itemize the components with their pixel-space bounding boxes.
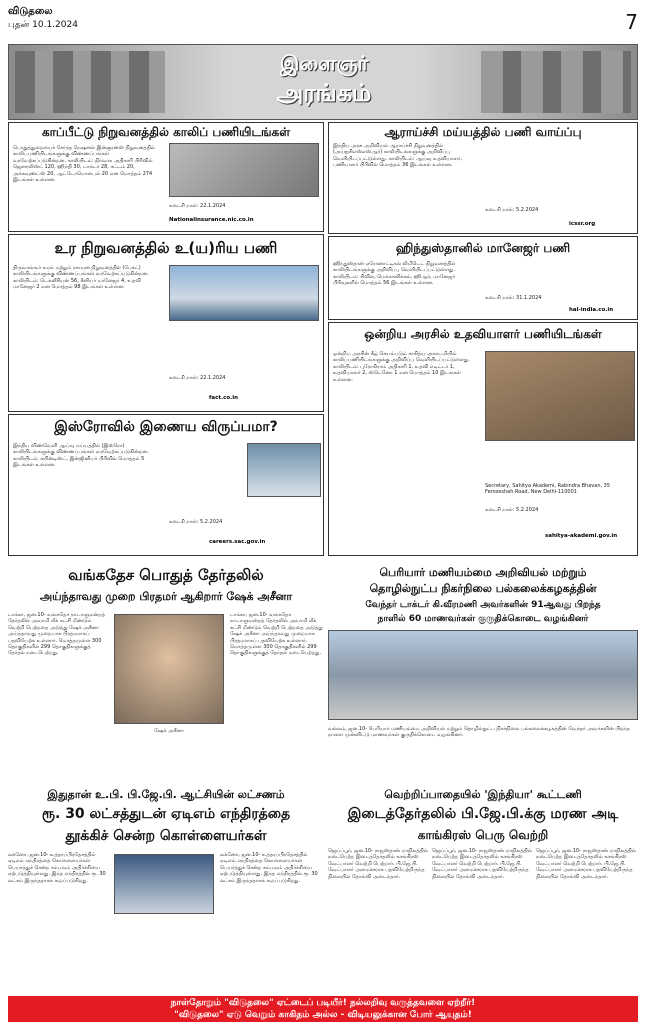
article-research — [328, 122, 638, 234]
website-link[interactable]: Nationalinsurance.nic.co.in — [169, 217, 254, 223]
body-text: வல்லம், ஜன.10- பெரியார் மணியம்மை அறிவியல் மற்றும் தொழில்நுட்ப நிகர்நிலை பல்கலைக்கழகத்தின் வேந்தர் அவர்களின் பிறந்த நாளை முன்னிட்டு மாணவர்கள் குருதிக்கொடை வழங்கினர். — [328, 726, 630, 739]
last-date: கடைசி நாள்: 22.1.2024 — [169, 375, 226, 381]
page-number: 7 — [625, 10, 638, 34]
laptop-photo — [169, 143, 319, 197]
article-bangladesh — [8, 566, 324, 784]
hasina-photo — [114, 614, 224, 724]
photo-caption: ஷேக் அசீனா — [154, 728, 184, 734]
body-continued-2: ஜெய்ப்பூர், ஜன.10- ராஜஸ்தான் மாநிலத்தில் நடைபெற்ற இடைத்தேர்தலில் காங்கிரஸ் வேட்பாளர் வெற்றி பெற்றார். பி.ஜே.பி. வேட்பாளர் அமைச்சராக பதவியேற்றிருந்த நிலையில் தோல்வி அடைந்தார். — [432, 848, 532, 880]
body-text: இந்திய விண்வெளி ஆய்வு மய்யத்தில் (இஸ்ரோ) காலியிடங்களுக்கு விண்ணப்பங்கள் வரவேற்கப்படுகின்றன. காலியிடம்: சயின்டிஸ்ட், இன்ஜினியர் பிரிவில் மொத்தம் 5 இடங்கள் உள்ளன. — [13, 443, 149, 469]
article-up-robbery — [8, 788, 324, 994]
headline: ஒன்றிய அரசில் உதவியாளர் பணியிடங்கள் — [364, 327, 602, 341]
article-port — [8, 234, 324, 412]
article-hindustan — [328, 236, 638, 320]
article-rajasthan — [328, 788, 638, 994]
footer-line1: நாள்தோறும் "விடுதலை" ஏட்டைப் படியீர்! நல்லறிவு வருத்தவளை ஏற்றீர்! — [170, 998, 476, 1008]
atm-photo — [114, 854, 214, 914]
website-link[interactable]: hal-india.co.in — [569, 307, 614, 313]
body-text: இந்திய அரசு அறிவியல் ஆராய்ச்சி நிறுவனத்தில் (அய்ஐசிஎஸ்எஸ்ஆர்) காலியிடங்களுக்கு அறிவிப்பு வெளியிடப்பட்டுள்ளது. காலியிடம்: ஆய்வு உதவியாளர், பணியாளர் பிரிவில் மொத்தம் 36 இடங்கள் உள்ளன. — [333, 143, 463, 169]
headline-line2: ரூ. 30 லட்சத்துடன் ஏடிஎம் எந்திரத்தை — [41, 806, 291, 822]
headline-line1: இடைத்தேர்தலில் பி.ஜே.பி.க்கு மரண அடி — [347, 806, 619, 822]
headline-line2: தொழில்நுட்ப நிகர்நிலை பல்கலைக்கழகத்தின் — [369, 582, 597, 595]
body-text: லக்னோ, ஜன.10- உத்தரப்பிரதேசத்தில் ஏடிஎம் எந்திரத்தை கொள்ளையர்கள் பெயர்த்துச் சென்ற சம்பவம் அதிர்ச்சியை ஏற்படுத்தியுள்ளது. இந்த எந்திரத்தில் ரூ. 30 லட்சம் இருந்ததாகக் கூறப்படுகிறது. — [8, 852, 106, 884]
last-date: கடைசி நாள்: 31.1.2024 — [485, 295, 542, 301]
address: Secretary, Sahitya Akademi, Rabindra Bhavan, 35 Ferozeshah Road, New Delhi-110001 — [485, 483, 611, 496]
body-text: ஒன்றிய அரசின் கீழ் செயல்படும் சாகித்ய அகாடமியில் காலிப்பணியிடங்களுக்கு அறிவிப்பு வெளியிடப்பட்டுள்ளது. காலியிடம்: புரோகிராம் அதிகாரி 1, உதவி எடிட்டர் 1, உதவியாளர் 2, ஸ்டெனோ 1 என மொத்தம் 10 இடங்கள் உள்ளன. — [333, 351, 470, 383]
footer-banner — [8, 996, 638, 1022]
banner-title-line1: இளைஞர் — [279, 51, 369, 75]
kicker: வெற்றிப்பாதையில் 'இந்தியா' கூட்டணி — [384, 788, 582, 801]
banner-people-left — [15, 51, 165, 113]
headline-line2: காங்கிரஸ் பெரு வெற்றி — [417, 828, 549, 842]
office-photo — [485, 351, 635, 441]
rocket-photo — [247, 443, 321, 497]
paper-name: விடுதலை — [8, 6, 53, 17]
last-date: கடைசி நாள்: 5.2.2024 — [169, 519, 223, 525]
headline-line1: வங்கதேச பொதுத் தேர்தலில் — [68, 566, 264, 584]
body-continued-3: ஜெய்ப்பூர், ஜன.10- ராஜஸ்தான் மாநிலத்தில் நடைபெற்ற இடைத்தேர்தலில் காங்கிரஸ் வேட்பாளர் வெற்றி பெற்றார். பி.ஜே.பி. வேட்பாளர் அமைச்சராக பதவியேற்றிருந்த நிலையில் தோல்வி அடைந்தார். — [536, 848, 636, 880]
headline: ஆராய்ச்சி மய்யத்தில் பணி வாய்ப்பு — [384, 125, 582, 139]
article-insurance — [8, 122, 324, 232]
headline-line1: பெரியார் மணியம்மை அறிவியல் மற்றும் — [379, 566, 587, 579]
website-link[interactable]: fact.co.in — [209, 395, 239, 401]
website-link[interactable]: icssr.org — [569, 221, 596, 227]
headline: ஹிந்துஸ்தானில் மானேஜர் பணி — [395, 241, 571, 255]
body-continued: டாக்கா, ஜன.10- வங்கதேச நாடாளுமன்றத் தேர்தலில் அவாமி லீக் கட்சி மீண்டும் வெற்றி பெற்றதை அடுத்து ஷேக் அசீனா அய்ந்தாவது முறையாக பிரதமராகப் பதவியேற்க உள்ளார். மொத்தமுள்ள 300 தொகுதிகளில் 299 தொகுதிகளுக்குத் தேர்தல் நடைபெற்றது. — [230, 612, 323, 657]
article-isro — [8, 414, 324, 556]
headline-line4: நாளில் 60 மாணவர்கள் குருதிக்கொடை வழங்கினர் — [377, 614, 589, 624]
article-periyar — [328, 566, 638, 784]
body-text: திருவாங்கூர் உரம் மற்றும் ரசாயன நிறுவனத்தில் (பேக்ட்) காலியிடங்களுக்கு விண்ணப்பங்கள் வரவேற்கப்படுகின்றன. காலியிடம்: டெக்னீசியன் 56, சீனியர் மானேஜர் 4, உதவி மானேஜர் 2 என மொத்தம் 98 இடங்கள் உள்ளன. — [13, 265, 149, 291]
issue-date: புதன் 10.1.2024 — [8, 20, 78, 30]
footer-line2: "விடுதலை" ஏடு வெறும் காகிதம் அல்ல - விடியலுக்கான போர் ஆயுதம்! — [174, 1010, 472, 1020]
banner-people-right — [481, 51, 631, 113]
body-text: பொதுத்துறையைச் சேர்ந்த நேஷனல் இன்சூரன்ஸ் நிறுவனத்தில் காலிப்பணியிடங்களுக்கு விண்ணப்பங்கள் வரவேற்கப்படுகின்றன. காலியிடம்: நிர்வாக அதிகாரி பிரிவில் ஜெனரலிஸ்ட் 120, ஹிந்தி 30, டாக்டர் 28, சட்டம் 20, அக்கவுண்ட்ஸ் 20, ஆட்டோமொபைல் 20 என மொத்தம் 274 இடங்கள் உள்ளன. — [13, 145, 155, 184]
headline-line1: இதுதான் உ.பி. பி.ஜே.பி. ஆட்சியின் லட்சணம் — [47, 788, 285, 801]
headline: காப்பீட்டு நிறுவனத்தில் காலிப் பணியிடங்கள் — [41, 125, 291, 139]
body-continued: லக்னோ, ஜன.10- உத்தரப்பிரதேசத்தில் ஏடிஎம் எந்திரத்தை கொள்ளையர்கள் பெயர்த்துச் சென்ற சம்பவம் அதிர்ச்சியை ஏற்படுத்தியுள்ளது. இந்த எந்திரத்தில் ரூ. 30 லட்சம் இருந்ததாகக் கூறப்படுகிறது. — [220, 852, 318, 884]
banner-title-line2: அரங்கம் — [276, 79, 372, 107]
last-date: கடைசி நாள்: 22.1.2024 — [169, 203, 226, 209]
headline-line3: தூக்கிச் சென்ற கொள்ளையர்கள் — [65, 828, 267, 844]
headline-line2: அய்ந்தாவது முறை பிரதமர் ஆகிறார் ஷேக் அசீனா — [39, 590, 293, 603]
body-text: ஜெய்ப்பூர், ஜன.10- ராஜஸ்தான் மாநிலத்தில் நடைபெற்ற இடைத்தேர்தலில் காங்கிரஸ் வேட்பாளர் வெற்றி பெற்றார். பி.ஜே.பி. வேட்பாளர் அமைச்சராக பதவியேற்றிருந்த நிலையில் தோல்வி அடைந்தார். — [328, 848, 428, 880]
last-date: கடைசி நாள்: 5.2.2024 — [485, 207, 539, 213]
body-text: ஹிந்துஸ்தான் ஏரோனாட்டிகல் லிமிடெட் நிறுவனத்தில் காலியிடங்களுக்கு அறிவிப்பு வெளியிடப்பட்டுள்ளது. காலியிடம்: சிவில், மெக்கானிக்கல், ஹிஆர், மானேஜர் பிரிவுகளில் மொத்தம் 56 இடங்கள் உள்ளன. — [333, 261, 456, 287]
ship-photo — [169, 265, 319, 321]
article-central-govt — [328, 322, 638, 556]
headline: உர நிறுவனத்தில் உ(ய)ரிய பணி — [54, 239, 278, 257]
headline: இஸ்ரோவில் இணைய விருப்பமா? — [54, 419, 278, 435]
last-date: கடைசி நாள்: 5.2.2024 — [485, 507, 539, 513]
masthead — [8, 4, 638, 38]
headline-line3: வேந்தர் டாக்டர் கி.வீரமணி அவர்களின் 91ஆவது பிறந்த — [365, 600, 601, 610]
website-link[interactable]: careers.sac.gov.in — [209, 539, 266, 545]
blood-donation-photo — [328, 630, 638, 720]
banner — [8, 44, 638, 120]
website-link[interactable]: sahitya-akademi.gov.in — [545, 533, 618, 539]
body-text: டாக்கா, ஜன.10- வங்கதேச நாடாளுமன்றத் தேர்தலில் அவாமி லீக் கட்சி மீண்டும் வெற்றி பெற்றதை அடுத்து ஷேக் அசீனா அய்ந்தாவது முறையாக பிரதமராகப் பதவியேற்க உள்ளார். மொத்தமுள்ள 300 தொகுதிகளில் 299 தொகுதிகளுக்குத் தேர்தல் நடைபெற்றது. — [8, 612, 106, 657]
